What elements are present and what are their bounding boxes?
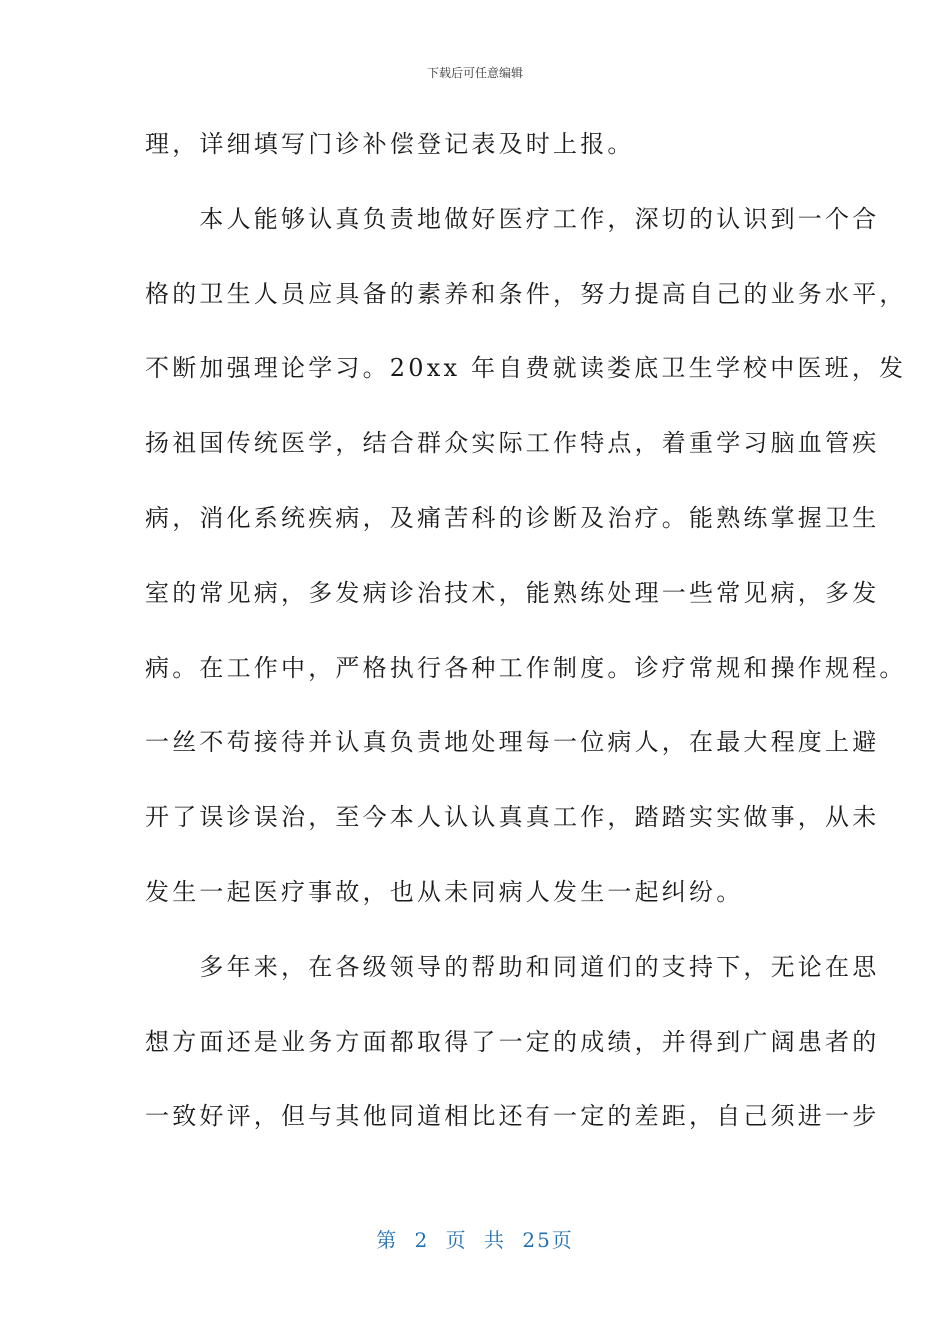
text-line: 病，消化系统疾病，及痛苦科的诊断及治疗。能熟练掌握卫生	[145, 503, 880, 532]
text-line: 开了误诊误治，至今本人认认真真工作，踏踏实实做事，从未	[145, 803, 880, 832]
text-line: 本人能够认真负责地做好医疗工作，深切的认识到一个合	[145, 204, 880, 233]
text-line: 一致好评，但与其他同道相比还有一定的差距，自己须进一步	[145, 1102, 880, 1131]
text-line: 一丝不苟接待并认真负责地处理每一位病人，在最大程度上避	[145, 728, 880, 757]
text-line: 扬祖国传统医学，结合群众实际工作特点，着重学习脑血管疾	[145, 429, 880, 458]
document-body	[145, 107, 907, 1154]
text-line: 室的常见病，多发病诊治技术，能熟练处理一些常见病，多发	[145, 578, 880, 607]
text-line: 病。在工作中，严格执行各种工作制度。诊疗常规和操作规程。	[145, 653, 907, 682]
page-header-note: 下载后可任意编辑	[426, 66, 523, 80]
text-line: 不断加强理论学习。20xx 年自费就读娄底卫生学校中医班，发	[145, 354, 907, 383]
text-line: 发生一起医疗事故，也从未同病人发生一起纠纷。	[145, 877, 744, 906]
text-line: 多年来，在各级领导的帮助和同道们的支持下，无论在思	[145, 952, 880, 981]
page-number: 第 2 页 共 25页	[376, 1228, 574, 1252]
text-line: 理，详细填写门诊补偿登记表及时上报。	[145, 130, 635, 158]
text-line: 格的卫生人员应具备的素养和条件，努力提高自己的业务水平，	[145, 279, 907, 308]
text-line: 想方面还是业务方面都取得了一定的成绩，并得到广阔患者的	[145, 1027, 880, 1056]
